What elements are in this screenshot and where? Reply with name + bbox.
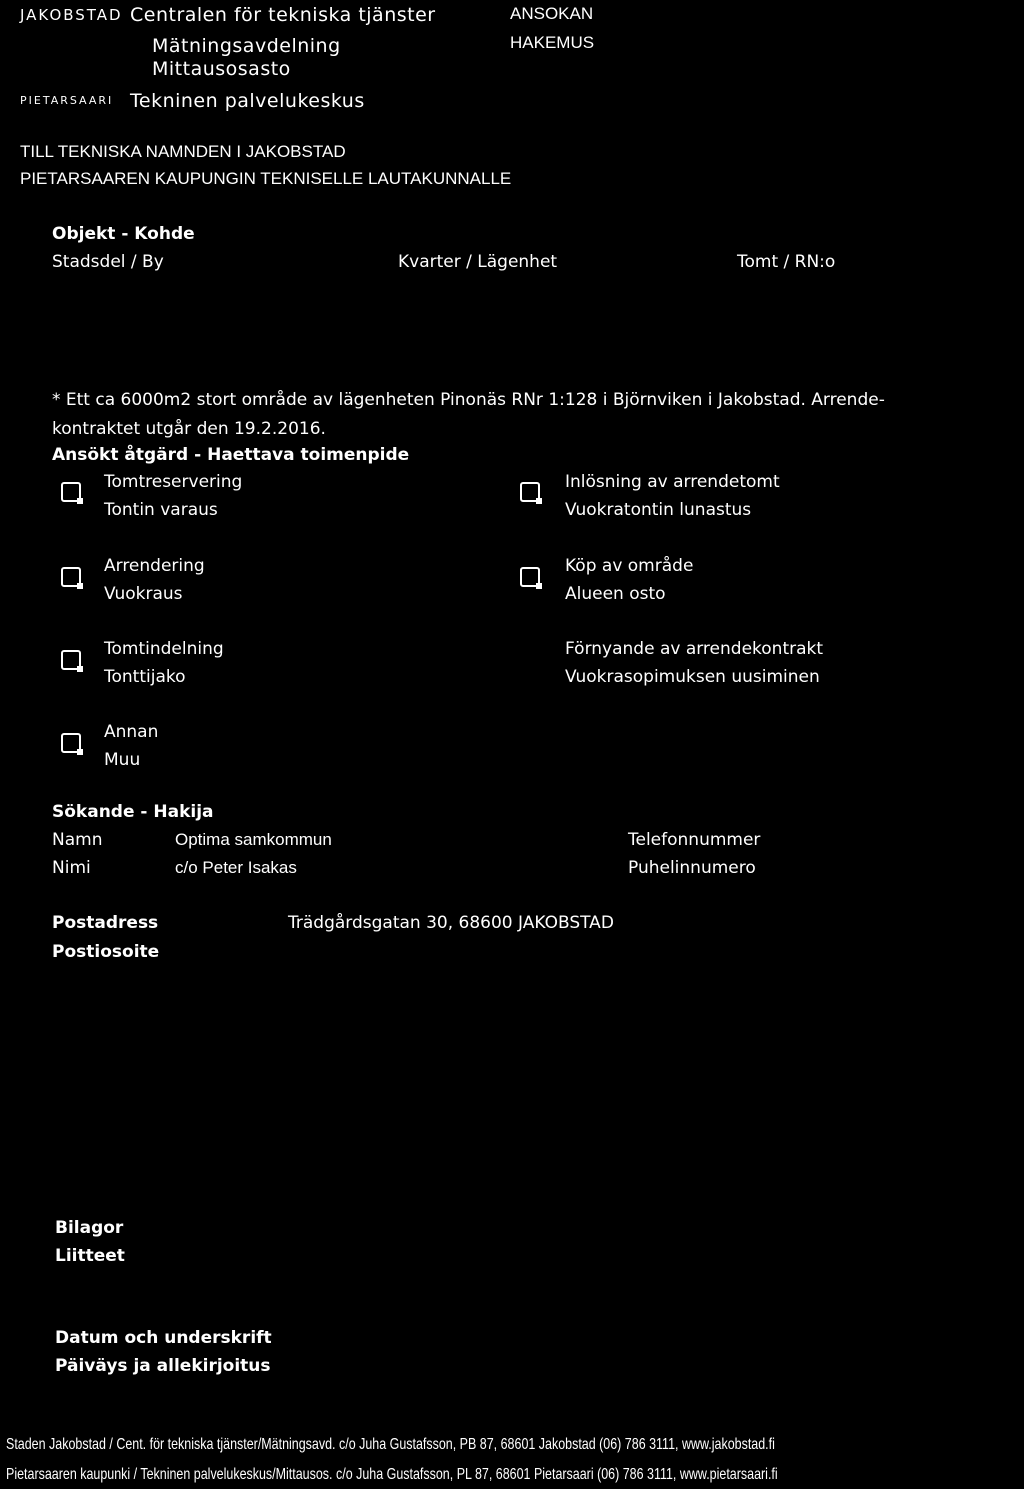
addressee-fi: PIETARSAAREN KAUPUNGIN TEKNISELLE LAUTAKUNNALLE	[20, 169, 512, 188]
option-annan-fi: Muu	[104, 750, 141, 770]
object-description-line2: kontraktet utgår den 19.2.2016.	[52, 419, 326, 439]
phone-label-fi: Puhelinnumero	[628, 858, 756, 878]
option-kop-sv: Köp av område	[565, 556, 694, 576]
attachments-label-sv: Bilagor	[55, 1218, 124, 1238]
signature-label-fi: Päiväys ja allekirjoitus	[55, 1356, 271, 1376]
document-type-sv: ANSOKAN	[510, 4, 594, 23]
option-kop-fi: Alueen osto	[565, 584, 666, 604]
option-fornyande-sv: Förnyande av arrendekontrakt	[565, 639, 824, 659]
district-label: Stadsdel / By	[52, 252, 164, 272]
arrendering-checkbox[interactable]	[61, 567, 81, 587]
attachments-label-fi: Liitteet	[55, 1246, 125, 1266]
option-tomtreservering-fi: Tontin varaus	[104, 500, 218, 520]
option-arrendering-sv: Arrendering	[104, 556, 205, 576]
option-arrendering-fi: Vuokraus	[104, 584, 183, 604]
object-description-line1: * Ett ca 6000m2 stort område av lägenheten Pinonäs RNr 1:128 i Björnviken i Jakobstad. Arrende-	[52, 390, 885, 410]
document-type-fi: HAKEMUS	[510, 33, 595, 52]
applicant-heading: Sökande - Hakija	[52, 802, 214, 822]
division-name-fi: Mittausosasto	[152, 58, 291, 80]
tomtindelning-checkbox[interactable]	[61, 650, 81, 670]
option-fornyande-fi: Vuokrasopimuksen uusiminen	[565, 667, 820, 687]
option-tomtindelning-sv: Tomtindelning	[104, 639, 224, 659]
option-tomtreservering-sv: Tomtreservering	[104, 472, 243, 492]
inlosning-checkbox[interactable]	[520, 482, 540, 502]
phone-label-sv: Telefonnummer	[628, 830, 761, 850]
postal-label-fi: Postiosoite	[52, 942, 160, 962]
city-name-sv: JAKOBSTAD	[20, 6, 123, 24]
measures-heading: Ansökt åtgärd - Haettava toimenpide	[52, 445, 410, 465]
department-name-sv: Centralen för tekniska tjänster	[130, 4, 436, 26]
option-annan-sv: Annan	[104, 722, 159, 742]
city-name-fi: PIETARSAARI	[20, 94, 114, 107]
block-label: Kvarter / Lägenhet	[398, 252, 558, 272]
footer-line-sv: Staden Jakobstad / Cent. för tekniska tjänster/Mätningsavd. c/o Juha Gustafsson, PB 87, 68601 Jakobstad (06) 786 3111, www.jakobstad.fi	[6, 1436, 775, 1453]
option-inlosning-fi: Vuokratontin lunastus	[565, 500, 752, 520]
applicant-name-value1: Optima samkommun	[175, 830, 332, 849]
division-name-sv: Mätningsavdelning	[152, 35, 341, 57]
department-name-fi: Tekninen palvelukeskus	[130, 90, 365, 112]
footer-line-fi: Pietarsaaren kaupunki / Tekninen palvelukeskus/Mittausos. c/o Juha Gustafsson, PL 87, 68601 Pietarsaari (06) 786 3111, www.pietarsaari.fi	[6, 1466, 778, 1483]
postal-label-sv: Postadress	[52, 913, 159, 933]
postal-address-value: Trädgårdsgatan 30, 68600 JAKOBSTAD	[288, 913, 614, 933]
object-heading: Objekt - Kohde	[52, 224, 195, 244]
option-inlosning-sv: Inlösning av arrendetomt	[565, 472, 780, 492]
option-tomtindelning-fi: Tonttijako	[104, 667, 186, 687]
plot-label: Tomt / RN:o	[737, 252, 836, 272]
addressee-sv: TILL TEKNISKA NAMNDEN I JAKOBSTAD	[20, 142, 346, 161]
name-label-sv: Namn	[52, 830, 103, 850]
tomtreservering-checkbox[interactable]	[61, 482, 81, 502]
applicant-name-value2: c/o Peter Isakas	[175, 858, 297, 877]
kop-av-omrade-checkbox[interactable]	[520, 567, 540, 587]
name-label-fi: Nimi	[52, 858, 91, 878]
signature-label-sv: Datum och underskrift	[55, 1328, 272, 1348]
annan-checkbox[interactable]	[61, 733, 81, 753]
